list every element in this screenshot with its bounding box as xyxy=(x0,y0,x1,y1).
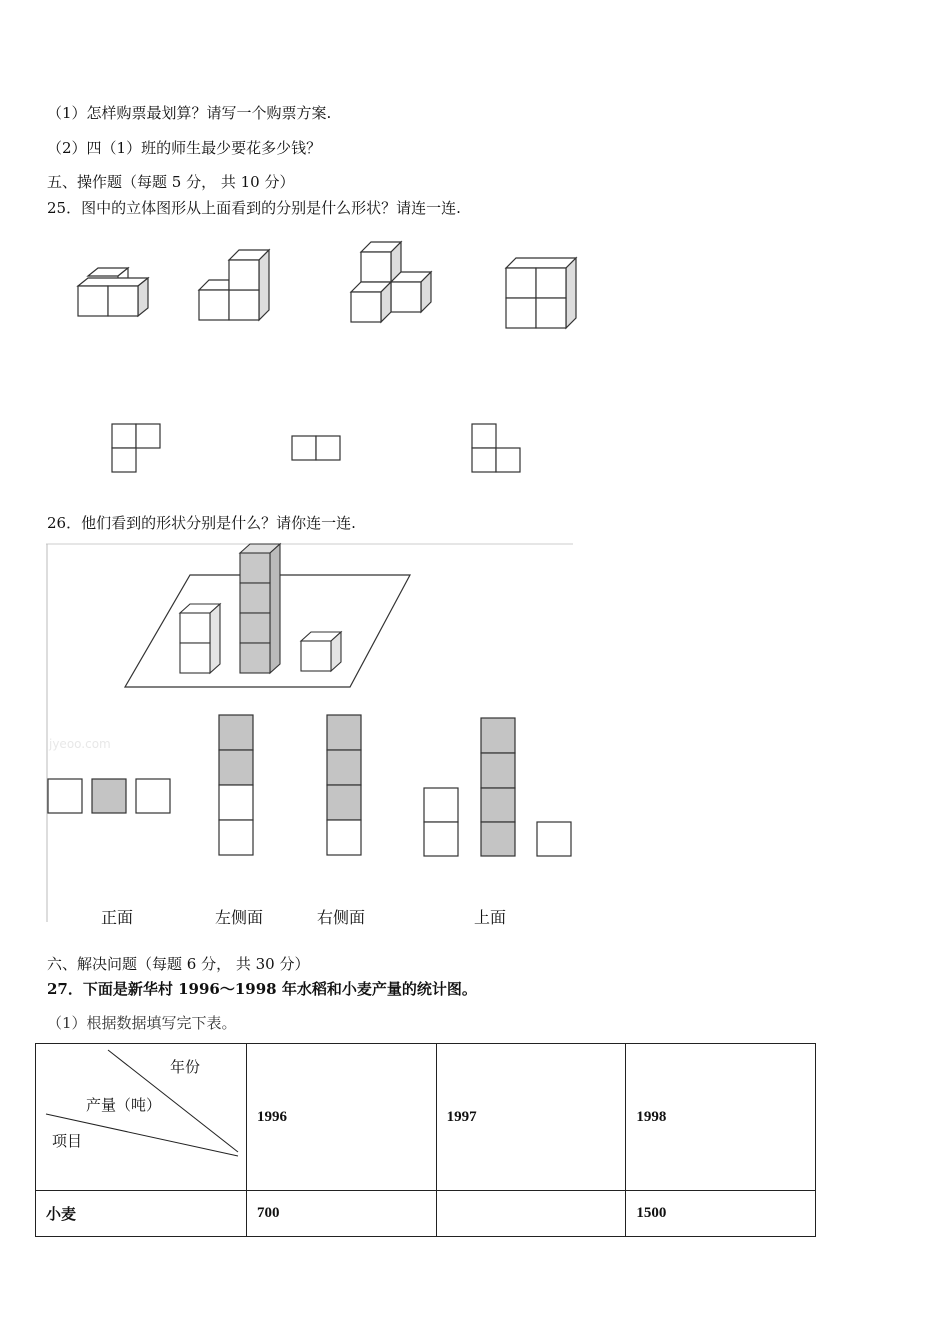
label-right-side: 右侧面 xyxy=(317,908,366,927)
q25-top-views xyxy=(100,420,550,480)
section6-heading: 六、解决问题（每题 6 分， 共 30 分） xyxy=(47,955,310,973)
header-item: 项目 xyxy=(52,1132,83,1150)
q25-text: 25．图中的立体图形从上面看到的分别是什么形状？请连一连. xyxy=(47,199,461,217)
q27-table xyxy=(35,1043,816,1237)
header-year-1996: 1996 xyxy=(247,1044,437,1191)
q27-sub1: （1）根据数据填写完下表。 xyxy=(47,1014,237,1032)
q27-text: 27．下面是新华村 1996～1998 年水稻和小麦产量的统计图。 xyxy=(47,980,477,998)
label-front: 正面 xyxy=(101,908,134,927)
header-year-1998: 1998 xyxy=(626,1044,816,1191)
header-year-1997: 1997 xyxy=(436,1044,626,1191)
label-top: 上面 xyxy=(474,908,507,927)
label-left-side: 左侧面 xyxy=(215,908,264,927)
table-header-row xyxy=(36,1044,816,1191)
table-row xyxy=(36,1191,816,1237)
cell-wheat-1997[interactable] xyxy=(436,1191,626,1237)
q26-text: 26．他们看到的形状分别是什么？请你连一连. xyxy=(47,514,356,532)
cell-wheat-1996: 700 xyxy=(247,1191,437,1237)
q24-sub1: （1）怎样购票最划算？请写一个购票方案. xyxy=(47,104,332,122)
q24-sub2: （2）四（1）班的师生最少要花多少钱？ xyxy=(47,139,322,157)
watermark: jyeoo.com xyxy=(49,737,111,751)
header-output: 产量（吨） xyxy=(86,1096,162,1114)
cell-wheat-1998: 1500 xyxy=(626,1191,816,1237)
q26-figure xyxy=(45,542,575,932)
row-item-wheat: 小麦 xyxy=(36,1191,247,1237)
section5-heading: 五、操作题（每题 5 分， 共 10 分） xyxy=(47,173,295,191)
header-year: 年份 xyxy=(170,1058,201,1076)
q25-solid-figures xyxy=(60,236,660,356)
diagonal-header-cell xyxy=(36,1044,247,1191)
